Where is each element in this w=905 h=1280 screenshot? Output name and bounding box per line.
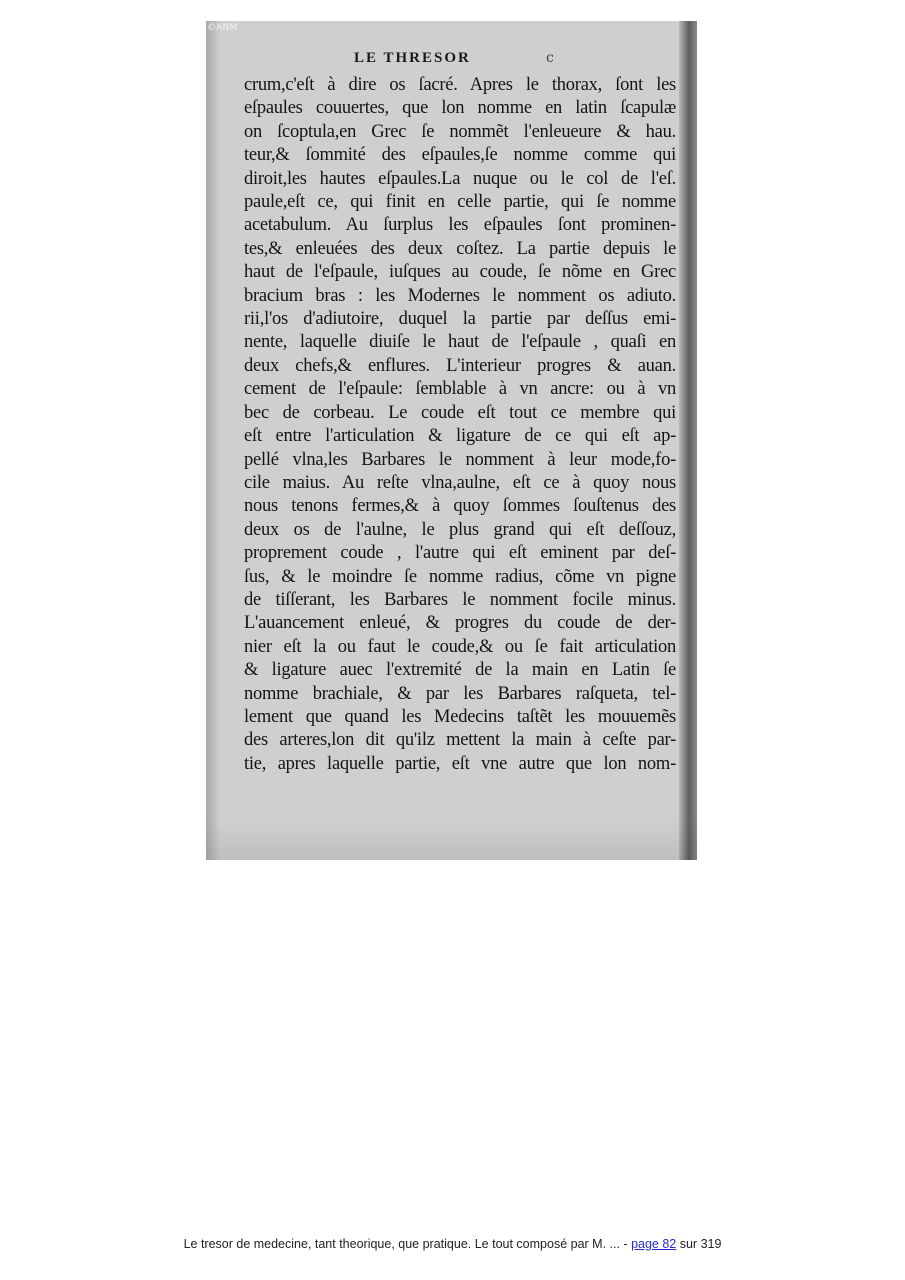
text-line: crum,c'eſt à dire os ſacré. Apres le thorax, ſont les (244, 75, 676, 95)
scanned-page-image (206, 21, 697, 860)
watermark: ©ANM (207, 23, 238, 33)
text-line: acetabulum. Au ſurplus les eſpaules ſont prominen- (244, 215, 676, 236)
text-line: diroit,les hautes eſpaules.La nuque ou le col de l'eſ. (244, 168, 676, 189)
text-line: de tiſſerant, les Barbares le nomment focile minus. (244, 589, 676, 610)
page-link[interactable]: page 82 (631, 1237, 677, 1251)
text-line: pellé vlna,les Barbares le nomment à leur mode,fo- (244, 449, 676, 470)
text-line: paule,eſt ce, qui finit en celle partie, qui ſe nomme (244, 192, 676, 213)
text-line: eſpaules couuertes, que lon nomme en latin ſcapulæ (244, 98, 676, 119)
text-line: teur,& ſommité des eſpaules,ſe nomme comme qui (244, 145, 676, 166)
text-line: cement de l'eſpaule: ſemblable à vn ancre: ou à vn (244, 379, 676, 400)
text-line: deux os de l'aulne, le plus grand qui eſt deſſouz, (244, 519, 676, 540)
signature-mark: c (546, 50, 554, 66)
text-line: lement que quand les Medecins taſtẽt les mouuemẽs (244, 706, 676, 727)
text-line: deux chefs,& enflures. L'interieur progres & auan. (244, 355, 676, 376)
text-line: nier eſt la ou faut le coude,& ou ſe fait articulation (244, 636, 676, 657)
page-text-block (244, 74, 676, 776)
text-line: cile maius. Au reſte vlna,aulne, eſt ce à quoy nous (244, 472, 676, 493)
page-total-text: sur 319 (679, 1237, 722, 1251)
text-line: haut de l'eſpaule, iuſques au coude, ſe nõme en Grec (244, 262, 676, 283)
text-line: on ſcoptula,en Grec ſe nommẽt l'enleueure & hau. (244, 121, 676, 142)
text-line: L'auancement enleué, & progres du coude de der- (244, 613, 676, 634)
text-line: tie, apres laquelle partie, eſt vne autre que lon nom- (244, 753, 676, 774)
page-edge-shadow (206, 21, 220, 860)
book-title-text: Le tresor de medecine, tant theorique, que pratique. Le tout composé par M. ... - (183, 1237, 628, 1251)
page-footer (0, 1237, 905, 1251)
text-line: ſus, & le moindre ſe nomme radius, cõme vn pigne (244, 566, 676, 587)
book-spine-shadow (679, 21, 697, 860)
text-line: eſt entre l'articulation & ligature de ce qui eſt ap- (244, 426, 676, 447)
text-line: nomme brachiale, & par les Barbares raſqueta, tel- (244, 683, 676, 704)
text-line: bracium bras : les Modernes le nomment os adiuto. (244, 285, 676, 306)
running-head: LE THRESOR (354, 50, 471, 66)
text-line: & ligature auec l'extremité de la main en Latin ſe (244, 660, 676, 681)
text-line: des arteres,lon dit qu'ilz mettent la main à ceſte par- (244, 730, 676, 751)
page-bottom-shadow (206, 820, 697, 860)
text-line: tes,& enleuées des deux coſtez. La partie depuis le (244, 238, 676, 259)
text-line: nous tenons fermes,& à quoy ſommes ſouſtenus des (244, 496, 676, 517)
text-line: bec de corbeau. Le coude eſt tout ce membre qui (244, 402, 676, 423)
text-line: proprement coude , l'autre qui eſt eminent par deſ- (244, 543, 676, 564)
text-line: nente, laquelle diuiſe le haut de l'eſpaule , quaſi en (244, 332, 676, 353)
text-line: rii,l'os d'adiutoire, duquel la partie par deſſus emi- (244, 309, 676, 330)
